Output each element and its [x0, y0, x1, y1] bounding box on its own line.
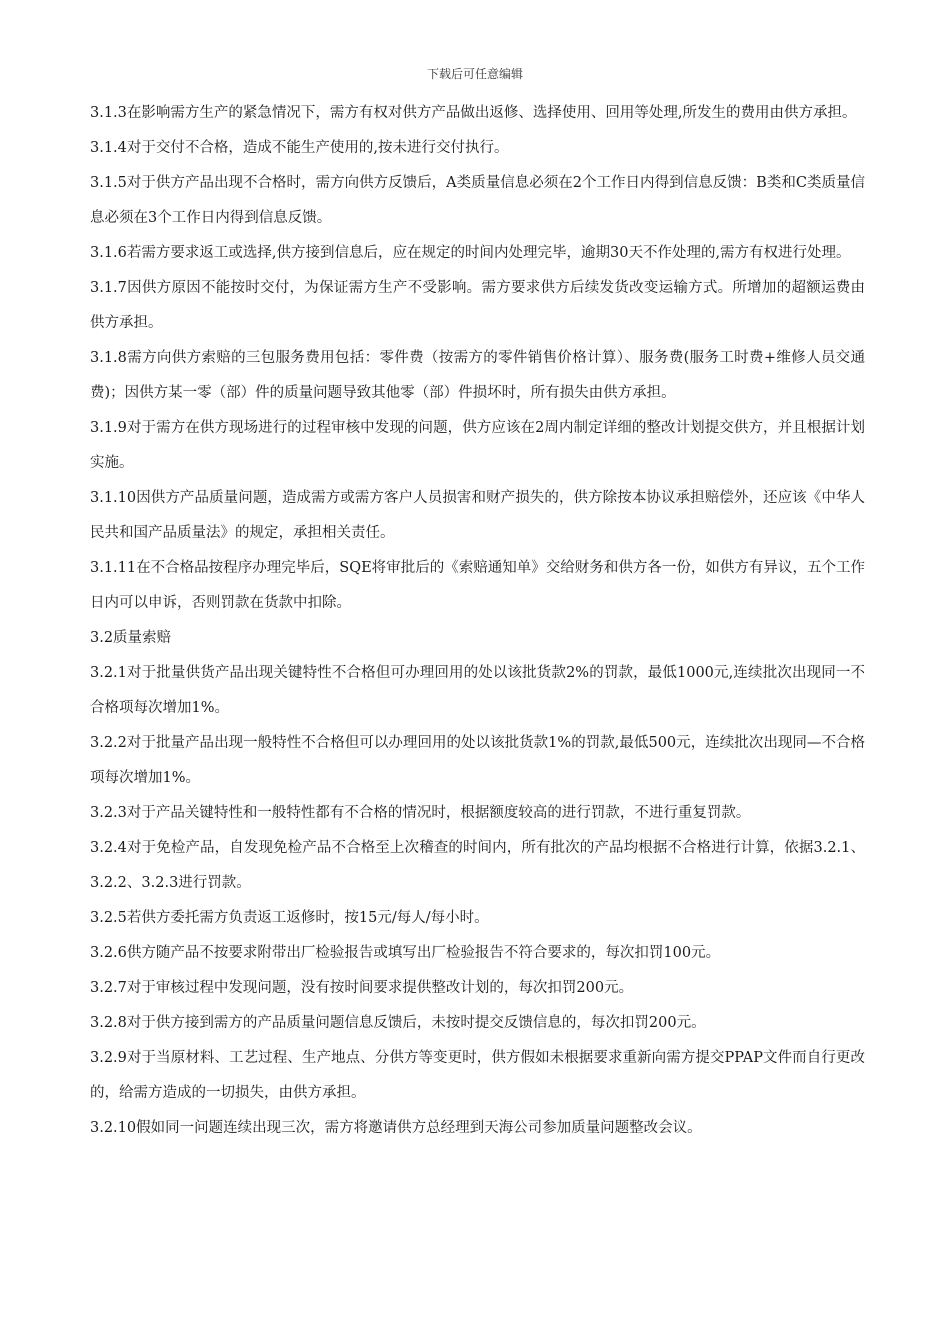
clause-3-1-7: 3.1.7因供方原因不能按时交付，为保证需方生产不受影响。需方要求供方后续发货改变运输方式。所增加的超额运费由供方承担。	[90, 280, 865, 331]
page-header-note: 下载后可任意编辑	[426, 67, 523, 81]
clause-3-2-9: 3.2.9对于当原材料、工艺过程、生产地点、分供方等变更时，供方假如未根据要求重新向需方提交PPAP文件而自行更改的，给需方造成的一切损失，由供方承担。	[90, 1050, 865, 1101]
clause-3-1-3: 3.1.3在影响需方生产的紧急情况下，需方有权对供方产品做出返修、选择使用、回用等处理,所发生的费用由供方承担。	[90, 105, 857, 121]
clause-3-2-10: 3.2.10假如同一问题连续出现三次，需方将邀请供方总经理到天海公司参加质量问题整改会议。	[90, 1120, 702, 1136]
clause-3-2-1: 3.2.1对于批量供货产品出现关键特性不合格但可办理回用的处以该批货款2%的罚款，最低1000元,连续批次出现同一不合格项每次增加1%。	[90, 665, 865, 716]
document-body	[90, 96, 865, 1146]
clause-3-1-9: 3.1.9对于需方在供方现场进行的过程审核中发现的问题，供方应该在2周内制定详细的整改计划提交供方，并且根据计划实施。	[90, 420, 865, 471]
clause-3-1-10: 3.1.10因供方产品质量问题，造成需方或需方客户人员损害和财产损失的，供方除按本协议承担赔偿外，还应该《中华人民共和国产品质量法》的规定，承担相关责任。	[90, 490, 865, 541]
clause-3-1-6: 3.1.6若需方要求返工或选择,供方接到信息后，应在规定的时间内处理完毕，逾期30天不作处理的,需方有权进行处理。	[90, 245, 851, 261]
clause-3-2-7: 3.2.7对于审核过程中发现问题，没有按时间要求提供整改计划的，每次扣罚200元。	[90, 980, 634, 996]
clause-3-2-5: 3.2.5若供方委托需方负责返工返修时，按15元/每人/每小时。	[90, 910, 489, 926]
clause-3-2-8: 3.2.8对于供方接到需方的产品质量问题信息反馈后，未按时提交反馈信息的，每次扣罚200元。	[90, 1015, 706, 1031]
clause-3-2-4: 3.2.4对于免检产品，自发现免检产品不合格至上次稽查的时间内，所有批次的产品均根据不合格进行计算，依据3.2.1、3.2.2、3.2.3进行罚款。	[90, 840, 865, 891]
clause-3-2-3: 3.2.3对于产品关键特性和一般特性都有不合格的情况时，根据额度较高的进行罚款，不进行重复罚款。	[90, 805, 751, 821]
clause-3-1-5: 3.1.5对于供方产品出现不合格时，需方向供方反馈后，A类质量信息必须在2个工作日内得到信息反馈：B类和C类质量信息必须在3个工作日内得到信息反馈。	[90, 175, 865, 226]
clause-3-1-8: 3.1.8需方向供方索赔的三包服务费用包括：零件费（按需方的零件销售价格计算）、服务费(服务工时费+维修人员交通费)；因供方某一零（部）件的质量问题导致其他零（部）件损坏时，所有损失由供方承担。	[90, 350, 865, 401]
clause-3-2-6: 3.2.6供方随产品不按要求附带出厂检验报告或填写出厂检验报告不符合要求的，每次扣罚100元。	[90, 945, 721, 961]
clause-3-1-4: 3.1.4对于交付不合格，造成不能生产使用的,按未进行交付执行。	[90, 140, 509, 156]
clause-3-1-11: 3.1.11在不合格品按程序办理完毕后，SQE将审批后的《索赔通知单》交给财务和供方各一份，如供方有异议，五个工作日内可以申诉，否则罚款在货款中扣除。	[90, 560, 865, 611]
clause-3-2-2: 3.2.2对于批量产品出现一般特性不合格但可以办理回用的处以该批货款1%的罚款,最低500元，连续批次出现同—不合格项每次增加1%。	[90, 735, 865, 786]
section-heading-3-2: 3.2质量索赔	[90, 630, 172, 646]
